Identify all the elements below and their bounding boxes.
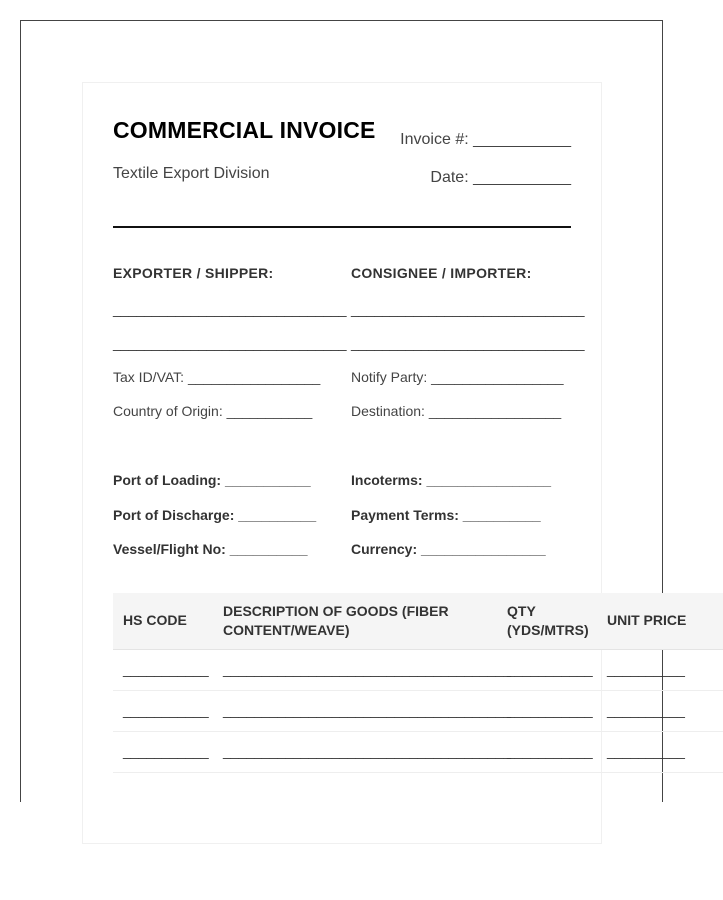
payment-terms-field: Payment Terms: __________ [351, 507, 541, 523]
row-3-divider [113, 772, 723, 773]
port-of-loading-field: Port of Loading: ___________ [113, 472, 311, 488]
row-1-divider [113, 690, 723, 691]
port-of-discharge-field: Port of Discharge: __________ [113, 507, 317, 523]
notify-party-field: Notify Party: _________________ [351, 369, 564, 385]
invoice-number-blank: ___________ [473, 131, 571, 148]
row-1-unit-price: __________ [607, 661, 685, 677]
row-1-qty: ___________ [507, 661, 593, 677]
currency-field: Currency: ________________ [351, 541, 546, 557]
destination-field: Destination: _________________ [351, 403, 562, 419]
header-divider [113, 226, 571, 228]
country-of-origin-field: Country of Origin: ___________ [113, 403, 313, 419]
consignee-line-2: ______________________________ [351, 335, 585, 351]
consignee-line-1: ______________________________ [351, 301, 585, 317]
date-blank: ___________ [473, 169, 571, 186]
invoice-subtitle: Textile Export Division [113, 165, 270, 182]
tax-id-field: Tax ID/VAT: _________________ [113, 369, 321, 385]
vessel-flight-field: Vessel/Flight No: __________ [113, 541, 308, 557]
col-qty: QTY (YDS/MTRS) [507, 603, 589, 638]
row-3-description: _____________________________________ [223, 743, 512, 759]
col-description: DESCRIPTION OF GOODS (FIBER CONTENT/WEAVE) [223, 603, 449, 638]
row-2-description: _____________________________________ [223, 702, 512, 718]
document-viewport [20, 20, 687, 802]
date-label: Date: [430, 169, 469, 186]
consignee-heading: CONSIGNEE / IMPORTER: [351, 265, 532, 281]
incoterms-field: Incoterms: ________________ [351, 472, 552, 488]
row-3-hs-code: ___________ [123, 743, 209, 759]
invoice-number-field [400, 131, 571, 149]
row-2-divider [113, 731, 723, 732]
goods-table-header [113, 593, 723, 650]
col-hs-code: HS CODE [123, 612, 187, 628]
exporter-line-1: ______________________________ [113, 301, 347, 317]
row-3-unit-price: __________ [607, 743, 685, 759]
invoice-title: COMMERCIAL INVOICE [113, 117, 376, 143]
row-1-description: _____________________________________ [223, 661, 512, 677]
row-2-qty: ___________ [507, 702, 593, 718]
row-2-hs-code: ___________ [123, 702, 209, 718]
date-field [430, 169, 571, 187]
row-3-qty: ___________ [507, 743, 593, 759]
col-unit-price: UNIT PRICE [607, 612, 687, 628]
exporter-heading: EXPORTER / SHIPPER: [113, 265, 274, 281]
invoice-page [82, 82, 687, 844]
row-2-unit-price: __________ [607, 702, 685, 718]
row-1-hs-code: ___________ [123, 661, 209, 677]
invoice-number-label: Invoice #: [400, 131, 469, 148]
exporter-line-2: ______________________________ [113, 335, 347, 351]
